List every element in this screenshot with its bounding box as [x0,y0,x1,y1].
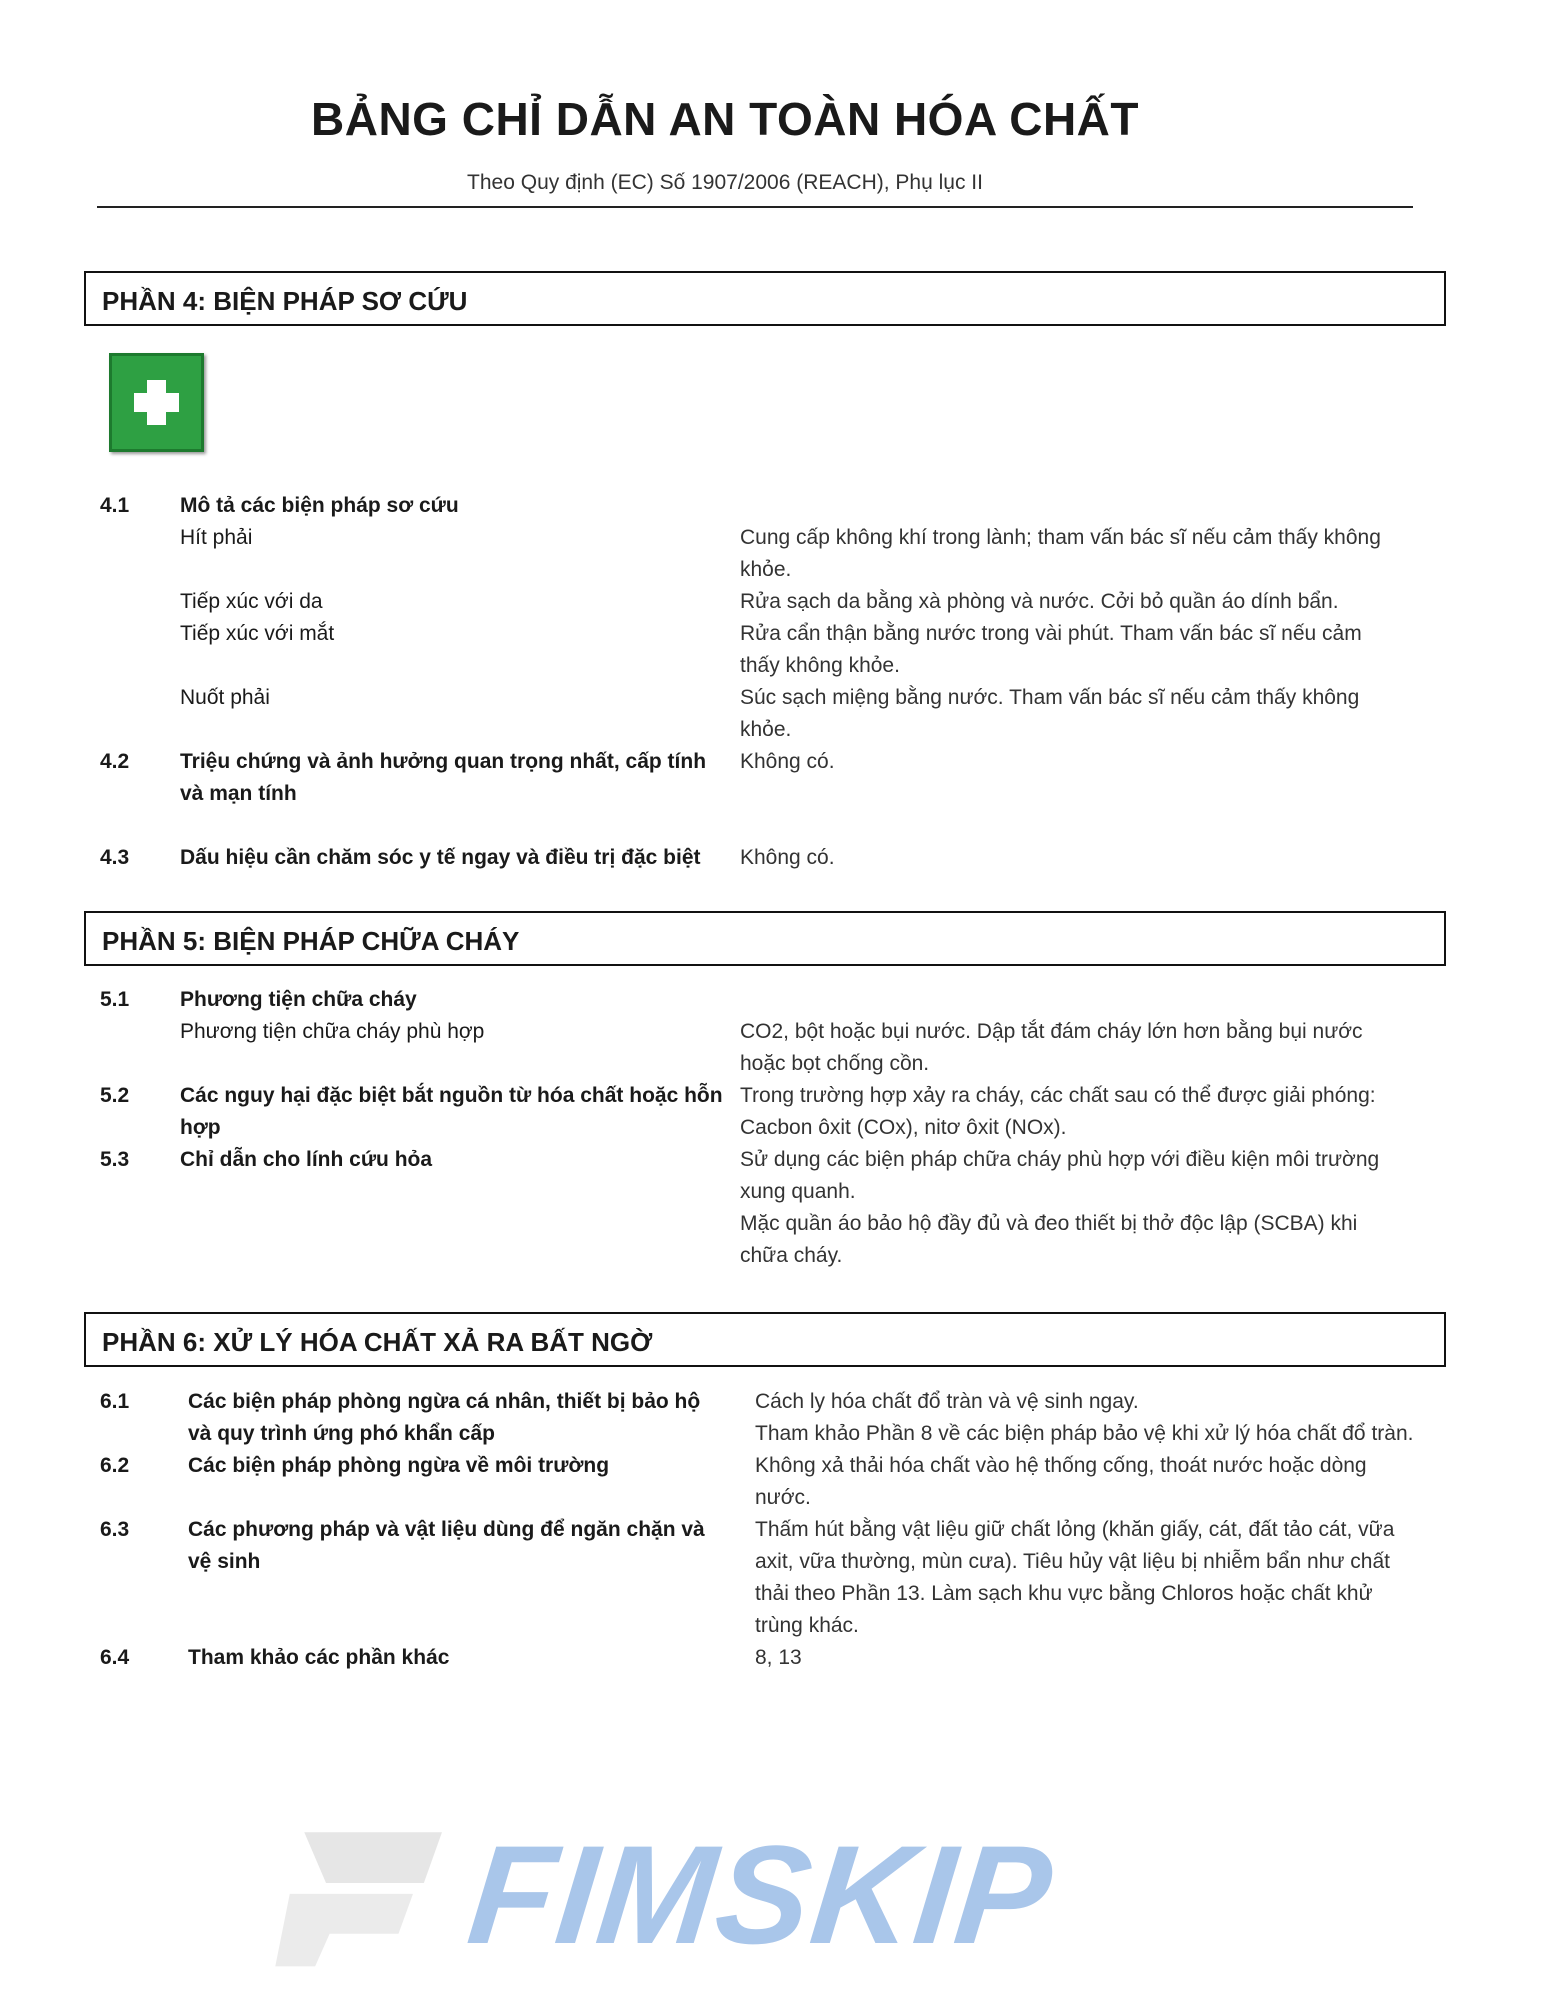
item-value: Trong trường hợp xảy ra cháy, các chất sau có thể được giải phóng: Cacbon ôxit (COx), nitơ ôxit (NOx). [740,1084,1376,1139]
item-value: Thấm hút bằng vật liệu giữ chất lỏng (khăn giấy, cát, đất tảo cát, vữa axit, vữa thường, mùn cưa). Tiêu hủy vật liệu bị nhiễm bẩn như chất thải theo Phần 13. Làm sạch khu vực bằng Chloros hoặc chất khử trùng khác. [755,1518,1395,1637]
item-value: Sử dụng các biện pháp chữa cháy phù hợp với điều kiện môi trường xung quanh. [740,1148,1380,1203]
item-row [0,1450,1545,1514]
item-row [0,490,1545,522]
item-label: Các biện pháp phòng ngừa cá nhân, thiết bị bảo hộ và quy trình ứng phó khẩn cấp [188,1390,701,1445]
item-row [0,618,1545,682]
document-subtitle: Theo Quy định (EC) Số 1907/2006 (REACH), Phụ lục II [467,171,983,194]
item-value: Không xả thải hóa chất vào hệ thống cống, thoát nước hoặc dòng nước. [755,1454,1367,1509]
item-value: Rửa sạch da bằng xà phòng và nước. Cởi bỏ quần áo dính bẩn. [740,590,1339,613]
item-value: Không có. [740,750,835,773]
section-5-title: PHẦN 5: BIỆN PHÁP CHỮA CHÁY [102,926,520,956]
item-value: Súc sạch miệng bằng nước. Tham vấn bác sĩ nếu cảm thấy không khỏe. [740,686,1360,741]
item-number: 5.1 [100,988,130,1011]
section-4-title: PHẦN 4: BIỆN PHÁP SƠ CỨU [102,286,468,316]
item-label: Nuốt phải [180,686,270,709]
first-aid-cross-icon [109,353,204,452]
item-label: Phương tiện chữa cháy [180,988,417,1011]
item-row [0,522,1545,586]
document-title: BẢNG CHỈ DẪN AN TOÀN HÓA CHẤT [311,93,1139,145]
item-label: Các phương pháp và vật liệu dùng để ngăn chặn và vệ sinh [188,1518,705,1573]
item-row [0,1144,1545,1272]
item-number: 6.1 [100,1390,130,1413]
item-value: Cung cấp không khí trong lành; tham vấn bác sĩ nếu cảm thấy không khỏe. [740,526,1381,581]
item-value: Tham khảo Phần 8 về các biện pháp bảo vệ khi xử lý hóa chất đổ tràn. [755,1422,1414,1445]
item-row [0,1080,1545,1144]
item-number: 4.3 [100,846,130,869]
item-label: Dấu hiệu cần chăm sóc y tế ngay và điều trị đặc biệt [180,846,701,869]
item-label: Phương tiện chữa cháy phù hợp [180,1020,485,1043]
item-label: Tiếp xúc với mắt [180,622,335,645]
item-row [0,682,1545,746]
item-label: Mô tả các biện pháp sơ cứu [180,494,459,517]
item-label: Hít phải [180,526,253,549]
item-value: Rửa cẩn thận bằng nước trong vài phút. Tham vấn bác sĩ nếu cảm thấy không khỏe. [740,622,1362,677]
item-value: Không có. [740,846,835,869]
item-label: Các nguy hại đặc biệt bắt nguồn từ hóa chất hoặc hỗn hợp [180,1084,723,1139]
item-number: 4.2 [100,750,130,773]
item-row [0,1514,1545,1642]
section-4-header [84,271,1446,326]
item-number: 6.3 [100,1518,130,1541]
watermark-text: FIMSKIP [461,1816,1061,1973]
document-body [0,490,1545,1674]
item-row [0,586,1545,618]
watermark-logo-icon [260,1825,450,1970]
section-6-header [84,1312,1446,1367]
item-number: 5.2 [100,1084,130,1107]
header-divider [97,206,1413,208]
item-label: Triệu chứng và ảnh hưởng quan trọng nhất, cấp tính và mạn tính [180,750,707,805]
item-label: Các biện pháp phòng ngừa về môi trường [188,1454,610,1477]
item-value: CO2, bột hoặc bụi nước. Dập tắt đám cháy lớn hơn bằng bụi nước hoặc bọt chống cồn. [740,1020,1363,1075]
item-value: Mặc quần áo bảo hộ đầy đủ và đeo thiết bị thở độc lập (SCBA) khi chữa cháy. [740,1212,1358,1267]
item-value: 8, 13 [755,1646,802,1669]
item-value: Cách ly hóa chất đổ tràn và vệ sinh ngay. [755,1390,1139,1413]
section-6-title: PHẦN 6: XỬ LÝ HÓA CHẤT XẢ RA BẤT NGỜ [102,1327,653,1357]
item-label: Tham khảo các phần khác [188,1646,450,1669]
item-number: 4.1 [100,494,130,517]
item-number: 6.2 [100,1454,130,1477]
item-label: Tiếp xúc với da [180,590,323,613]
section-5-header [84,911,1446,966]
item-row [0,842,1545,874]
item-label: Chỉ dẫn cho lính cứu hỏa [180,1148,433,1171]
item-row [0,1016,1545,1080]
section-6-body [0,1386,1545,1674]
item-number: 6.4 [100,1646,130,1669]
item-row [0,984,1545,1016]
item-row [0,1386,1545,1450]
item-row [0,746,1545,810]
item-number: 5.3 [100,1148,130,1171]
item-row [0,1642,1545,1674]
